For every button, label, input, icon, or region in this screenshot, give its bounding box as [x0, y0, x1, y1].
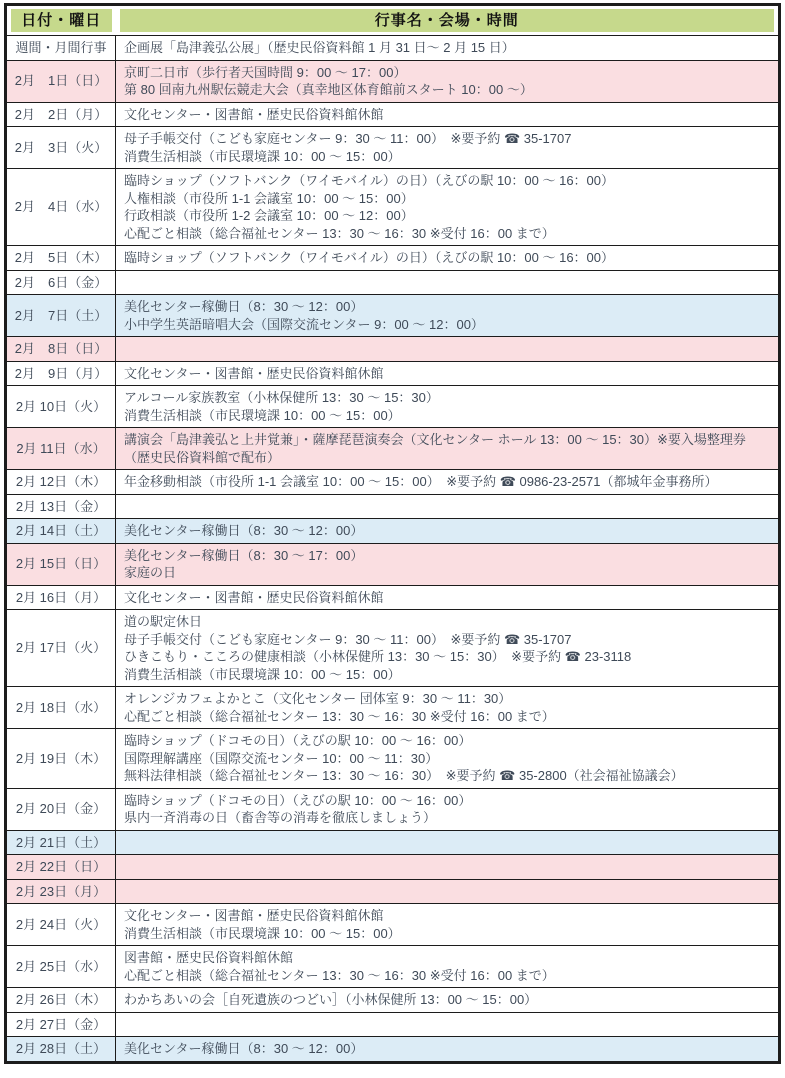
event-line: 講演会「島津義弘と上井覚兼」・薩摩琵琶演奏会（文化センター ホール 13：00 ～ 15：30）※要入場整理券（歴史民俗資料館で配布） — [124, 432, 746, 465]
table-row — [6, 361, 780, 386]
header-event-label: 行事名・会場・時間 — [120, 9, 775, 32]
event-line: 消費生活相談（市民環境課 10：00 ～ 15：00） — [124, 148, 401, 164]
date-cell: 2月 27日（金） — [6, 1012, 116, 1037]
event-calendar-table — [4, 3, 781, 1064]
event-line: 県内一斉消毒の日（畜舎等の消毒を徹底しましょう） — [124, 810, 437, 825]
date-cell: 2月 16日（月） — [6, 585, 116, 610]
events-cell — [116, 361, 780, 386]
date-cell: 2月 12日（木） — [6, 470, 116, 495]
date-cell: 2月 19日（木） — [6, 729, 116, 789]
date-cell: 2月 1日（日） — [6, 60, 116, 102]
date-cell: 2月 5日（木） — [6, 246, 116, 271]
event-line: 臨時ショップ（ドコモの日）（えびの駅 10：00 ～ 16：00） — [124, 733, 472, 748]
table-row — [6, 830, 780, 855]
event-line: 図書館・歴史民俗資料館休館 — [124, 950, 294, 965]
date-cell: 2月 26日（木） — [6, 988, 116, 1013]
date-cell: 2月 8日（日） — [6, 337, 116, 362]
table-row — [6, 295, 780, 337]
header-date-label: 日付・曜日 — [11, 9, 112, 32]
event-line: 京町二日市（歩行者天国時間 9：00 ～ 17：00） — [124, 64, 407, 80]
events-cell — [116, 687, 780, 729]
events-cell — [116, 246, 780, 271]
date-cell: 2月 11日（水） — [6, 428, 116, 470]
table-row — [6, 60, 780, 102]
table-row — [6, 494, 780, 519]
date-cell: 2月 18日（水） — [6, 687, 116, 729]
event-line: 文化センター・図書館・歴史民俗資料館休館 — [124, 365, 384, 381]
event-line: 家庭の日 — [124, 565, 177, 580]
event-line: 無料法律相談（総合福祉センター 13：30 ～ 16：30） ※要予約 ☎ 35-2800（社会福祉協議会） — [124, 768, 684, 783]
events-cell — [116, 470, 780, 495]
table-row — [6, 585, 780, 610]
event-line: ひきこもり・こころの健康相談（小林保健所 13：30 ～ 15：30） ※要予約 ☎ 23-3118 — [124, 649, 632, 664]
event-line: 消費生活相談（市民環境課 10：00 ～ 15：00） — [124, 666, 401, 682]
event-line: 第 80 回南九州駅伝競走大会（真幸地区体育館前スタート 10：00 ～） — [124, 82, 533, 97]
date-cell: 2月 13日（金） — [6, 494, 116, 519]
table-row — [6, 36, 780, 61]
event-line: 文化センター・図書館・歴史民俗資料館休館 — [124, 908, 384, 923]
event-line: 母子手帳交付（こども家庭センター 9：30 ～ 11：00） ※要予約 ☎ 35-1707 — [124, 631, 572, 647]
event-line: 美化センター稼働日（8：30 ～ 12：00） — [124, 299, 364, 314]
events-cell — [116, 1037, 780, 1063]
event-line: 小中学生英語暗唱大会（国際交流センター 9：00 ～ 12：00） — [124, 316, 484, 332]
header-cell-event — [116, 5, 780, 36]
events-cell — [116, 788, 780, 830]
events-cell — [116, 60, 780, 102]
date-cell: 2月 10日（火） — [6, 386, 116, 428]
date-cell: 2月 4日（水） — [6, 169, 116, 246]
event-line: アルコール家族教室（小林保健所 13：30 ～ 15：30） — [124, 390, 439, 405]
table-row — [6, 687, 780, 729]
event-line: 道の駅定休日 — [124, 614, 203, 629]
events-cell — [116, 879, 780, 904]
date-cell: 2月 21日（土） — [6, 830, 116, 855]
table-row — [6, 879, 780, 904]
events-cell — [116, 127, 780, 169]
table-row — [6, 470, 780, 495]
table-row — [6, 543, 780, 585]
table-row — [6, 386, 780, 428]
header-cell-date — [6, 5, 116, 36]
table-row — [6, 102, 780, 127]
table-row — [6, 855, 780, 880]
events-cell — [116, 904, 780, 946]
date-cell: 2月 15日（日） — [6, 543, 116, 585]
event-line: 美化センター稼働日（8：30 ～ 12：00） — [124, 1041, 364, 1056]
table-row — [6, 519, 780, 544]
date-cell: 2月 2日（月） — [6, 102, 116, 127]
events-cell — [116, 519, 780, 544]
events-cell — [116, 946, 780, 988]
date-cell: 2月 9日（月） — [6, 361, 116, 386]
date-cell: 2月 25日（水） — [6, 946, 116, 988]
event-line: 国際理解講座（国際交流センター 10：00 ～ 11：30） — [124, 750, 439, 766]
date-cell: 2月 14日（土） — [6, 519, 116, 544]
events-cell — [116, 610, 780, 687]
table-row — [6, 169, 780, 246]
events-cell — [116, 169, 780, 246]
date-cell: 2月 6日（金） — [6, 270, 116, 295]
events-cell — [116, 494, 780, 519]
table-row — [6, 610, 780, 687]
event-line: 文化センター・図書館・歴史民俗資料館休館 — [124, 589, 384, 605]
table-row — [6, 729, 780, 789]
events-cell — [116, 830, 780, 855]
table-row — [6, 1012, 780, 1037]
table-body — [6, 36, 780, 1063]
events-cell — [116, 386, 780, 428]
event-line: オレンジカフェよかとこ（文化センター 団体室 9：30 ～ 11：30） — [124, 691, 512, 706]
event-line: 消費生活相談（市民環境課 10：00 ～ 15：00） — [124, 407, 401, 423]
table-row — [6, 270, 780, 295]
events-cell — [116, 270, 780, 295]
table-row — [6, 988, 780, 1013]
event-line: 心配ごと相談（総合福祉センター 13：30 ～ 16：30 ※受付 16：00 まで） — [124, 967, 555, 983]
table-row — [6, 1037, 780, 1063]
event-line: 消費生活相談（市民環境課 10：00 ～ 15：00） — [124, 925, 401, 941]
events-cell — [116, 295, 780, 337]
event-line: わかちあいの会［自死遺族のつどい］（小林保健所 13：00 ～ 15：00） — [124, 992, 538, 1007]
event-line: 美化センター稼働日（8：30 ～ 17：00） — [124, 547, 364, 563]
event-line: 臨時ショップ（ソフトバンク（ワイモバイル）の日）（えびの駅 10：00 ～ 16：00） — [124, 173, 615, 188]
date-cell: 2月 24日（火） — [6, 904, 116, 946]
event-line: 美化センター稼働日（8：30 ～ 12：00） — [124, 523, 364, 538]
table-row — [6, 946, 780, 988]
events-cell — [116, 1012, 780, 1037]
date-cell: 2月 23日（月） — [6, 879, 116, 904]
table-row — [6, 337, 780, 362]
events-cell — [116, 337, 780, 362]
event-line: 心配ごと相談（総合福祉センター 13：30 ～ 16：30 ※受付 16：00 まで） — [124, 225, 555, 241]
events-cell — [116, 36, 780, 61]
table-row — [6, 428, 780, 470]
event-line: 人権相談（市役所 1-1 会議室 10：00 ～ 15：00） — [124, 190, 414, 206]
event-line: 行政相談（市役所 1-2 会議室 10：00 ～ 12：00） — [124, 208, 414, 223]
date-cell: 2月 28日（土） — [6, 1037, 116, 1063]
table-row — [6, 788, 780, 830]
date-cell: 2月 7日（土） — [6, 295, 116, 337]
table-row — [6, 127, 780, 169]
event-line: 母子手帳交付（こども家庭センター 9：30 ～ 11：00） ※要予約 ☎ 35-1707 — [124, 131, 572, 146]
date-cell: 2月 17日（火） — [6, 610, 116, 687]
date-cell: 2月 22日（日） — [6, 855, 116, 880]
events-cell — [116, 585, 780, 610]
events-cell — [116, 988, 780, 1013]
event-line: 臨時ショップ（ソフトバンク（ワイモバイル）の日）（えびの駅 10：00 ～ 16：00） — [124, 250, 615, 265]
event-line: 臨時ショップ（ドコモの日）（えびの駅 10：00 ～ 16：00） — [124, 792, 472, 808]
date-cell: 2月 3日（火） — [6, 127, 116, 169]
event-line: 心配ごと相談（総合福祉センター 13：30 ～ 16：30 ※受付 16：00 まで） — [124, 708, 555, 724]
events-cell — [116, 543, 780, 585]
header-row — [6, 5, 780, 36]
events-cell — [116, 102, 780, 127]
table-row — [6, 904, 780, 946]
event-line: 年金移動相談（市役所 1-1 会議室 10：00 ～ 15：00） ※要予約 ☎ 0986-23-2571（都城年金事務所） — [124, 474, 718, 489]
table-row — [6, 246, 780, 271]
events-cell — [116, 729, 780, 789]
event-line: 文化センター・図書館・歴史民俗資料館休館 — [124, 106, 384, 122]
events-cell — [116, 428, 780, 470]
events-cell — [116, 855, 780, 880]
date-cell: 2月 20日（金） — [6, 788, 116, 830]
date-cell: 週間・月間行事 — [6, 36, 116, 61]
event-line: 企画展「島津義弘公展」（歴史民俗資料館 1 月 31 日～ 2 月 15 日） — [124, 40, 515, 55]
